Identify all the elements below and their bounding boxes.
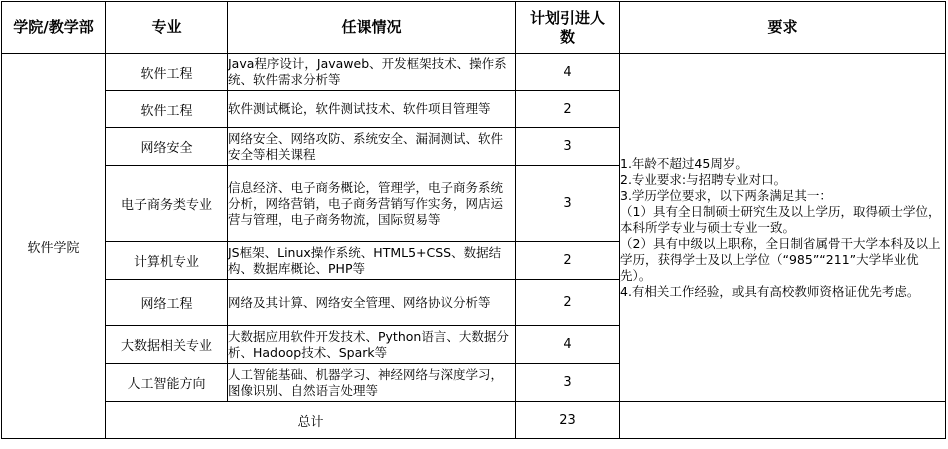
major-cell: 人工智能方向	[106, 364, 228, 402]
major-cell: 计算机专业	[106, 242, 228, 280]
header-row	[2, 2, 946, 54]
header-courses: 任课情况	[228, 2, 516, 54]
major-cell: 软件工程	[106, 54, 228, 91]
requirement-item: 4.有相关工作经验，或具有高校教师资格证优先考虑。	[620, 283, 920, 299]
header-major: 专业	[106, 2, 228, 54]
requirement-item: 1.年龄不超过45周岁。	[620, 155, 748, 171]
requirement-item: （1）具有全日制硕士研究生及以上学历，取得硕士学位，本科所学专业与硕士专业一致。	[620, 203, 941, 235]
courses-cell: Java程序设计，Javaweb、开发框架技术、操作系统、软件需求分析等	[228, 54, 516, 91]
count-cell: 3	[516, 166, 620, 242]
recruitment-table	[1, 1, 946, 439]
requirement-item: （2）具有中级以上职称，全日制省属骨干大学本科及以上学历，获得学士及以上学位（“985”“211”大学毕业优先）。	[620, 235, 941, 283]
table-row	[2, 54, 946, 91]
total-row	[2, 402, 946, 439]
count-cell: 2	[516, 91, 620, 128]
major-cell: 网络安全	[106, 128, 228, 166]
major-cell: 软件工程	[106, 91, 228, 128]
total-blank-cell	[620, 402, 946, 439]
major-cell: 网络工程	[106, 280, 228, 326]
header-count: 计划引进人数	[516, 2, 620, 54]
count-cell: 3	[516, 364, 620, 402]
header-college: 学院/教学部	[2, 2, 106, 54]
courses-cell: 网络安全、网络攻防、系统安全、漏洞测试、软件安全等相关课程	[228, 128, 516, 166]
courses-cell: JS框架、Linux操作系统、HTML5+CSS、数据结构、数据库概论、PHP等	[228, 242, 516, 280]
college-name: 软件学院	[2, 54, 106, 439]
count-cell: 4	[516, 326, 620, 364]
requirement-item: 2.专业要求:与招聘专业对口。	[620, 171, 787, 187]
courses-cell: 网络及其计算、网络安全管理、网络协议分析等	[228, 280, 516, 326]
courses-cell: 人工智能基础、机器学习、神经网络与深度学习，图像识别、自然语言处理等	[228, 364, 516, 402]
requirements-cell	[620, 54, 946, 402]
total-count: 23	[516, 402, 620, 439]
count-cell: 2	[516, 242, 620, 280]
count-cell: 2	[516, 280, 620, 326]
requirement-item: 3.学历学位要求，以下两条满足其一：	[620, 187, 832, 203]
major-cell: 大数据相关专业	[106, 326, 228, 364]
courses-cell: 软件测试概论，软件测试技术、软件项目管理等	[228, 91, 516, 128]
major-cell: 电子商务类专业	[106, 166, 228, 242]
total-label: 总计	[106, 402, 516, 439]
courses-cell: 大数据应用软件开发技术、Python语言、大数据分析、Hadoop技术、Spark等	[228, 326, 516, 364]
count-cell: 3	[516, 128, 620, 166]
header-requirements: 要求	[620, 2, 946, 54]
courses-cell: 信息经济、电子商务概论，管理学，电子商务系统分析，网络营销，电子商务营销写作实务，网店运营与管理，电子商务物流，国际贸易等	[228, 166, 516, 242]
count-cell: 4	[516, 54, 620, 91]
